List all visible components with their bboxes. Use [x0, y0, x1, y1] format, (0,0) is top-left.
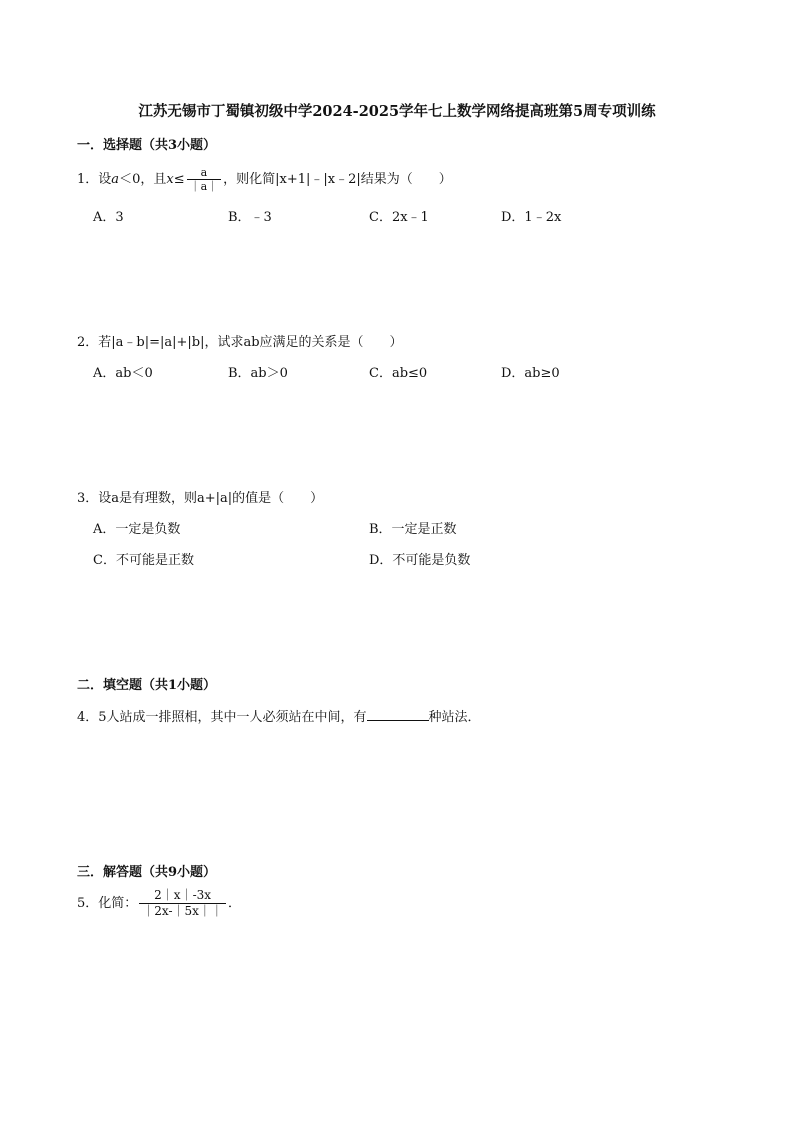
q1-pre: 设	[98, 172, 112, 187]
q5-frac-den: ｜2x-｜5x｜｜	[139, 903, 226, 919]
q1-option-d: D．1﹣2x	[501, 210, 562, 225]
q2-option-d: D．ab≥0	[501, 366, 560, 381]
q5-pre: 5．化简：	[77, 896, 138, 911]
q5-frac-num: 2｜x｜-3x	[154, 888, 212, 902]
question-1	[77, 166, 452, 193]
q1-option-c: C．2x﹣1	[369, 210, 429, 225]
question-2: 2．若|a﹣b|=|a|+|b|，试求ab应满足的关系是（ ）	[77, 335, 403, 350]
q4-pre: 4．5人站成一排照相，其中一人必须站在中间，有	[77, 710, 367, 725]
q1-post: ，则化简|x+1|﹣|x﹣2|结果为（ ）	[223, 172, 452, 187]
question-3: 3．设a是有理数，则a+|a|的值是（ ）	[77, 491, 324, 506]
q4-post: 种站法．	[428, 710, 481, 725]
q1-var-a: a	[111, 172, 120, 187]
q2-option-c: C．ab≤0	[369, 366, 428, 381]
q5-post: ．	[227, 896, 241, 911]
q1-var-x: x	[166, 172, 174, 187]
q5-fraction	[139, 888, 226, 919]
q3-option-b: B．一定是正数	[369, 522, 457, 537]
q1-option-a: A．3	[93, 210, 124, 225]
question-5	[77, 888, 241, 919]
section-heading-answer: 三．解答题（共9小题）	[77, 865, 217, 880]
page-title: 江苏无锡市丁蜀镇初级中学2024-2025学年七上数学网络提高班第5周专项训练	[138, 103, 656, 120]
q1-option-b: B．﹣3	[228, 210, 272, 225]
q1-num: 1．	[77, 172, 99, 187]
q1-frac-num: a	[200, 166, 208, 179]
question-4	[77, 706, 481, 725]
section-heading-fill: 二．填空题（共1小题）	[77, 678, 217, 693]
q1-fraction	[187, 166, 222, 193]
q2-option-b: B．ab＞0	[228, 366, 288, 381]
q3-option-c: C．不可能是正数	[93, 553, 194, 568]
section-heading-choice: 一．选择题（共3小题）	[77, 138, 217, 153]
q2-option-a: A．ab＜0	[93, 366, 153, 381]
q1-leq: ≤	[173, 172, 185, 187]
q1-frac-den: ｜a｜	[187, 179, 222, 193]
q3-option-a: A．一定是负数	[93, 522, 181, 537]
q1-cond: ＜0，且	[119, 172, 167, 187]
q4-answer-blank	[367, 708, 429, 721]
q3-option-d: D．不可能是负数	[369, 553, 471, 568]
